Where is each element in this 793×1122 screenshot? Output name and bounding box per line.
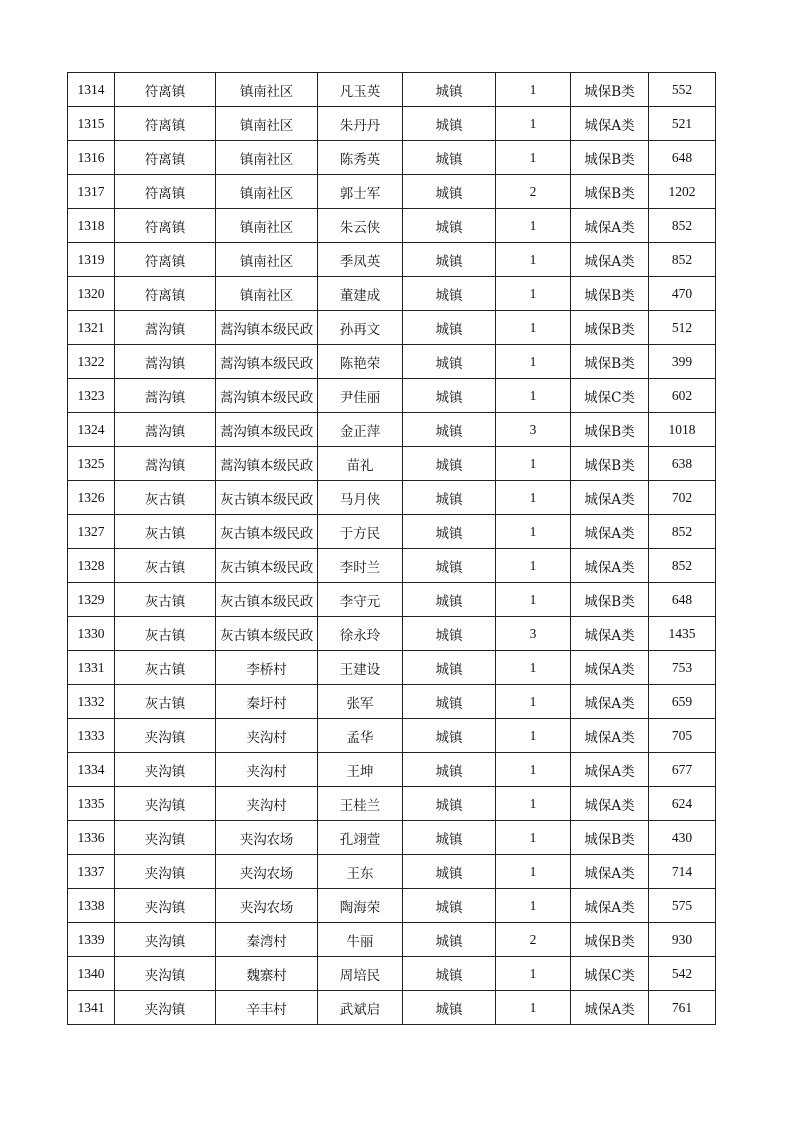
town-cell: 灰古镇	[115, 549, 216, 583]
name-cell: 苗礼	[318, 447, 403, 481]
amount-cell: 624	[649, 787, 716, 821]
unit-cell: 魏寨村	[216, 957, 318, 991]
household-size-cell: 1	[496, 447, 571, 481]
town-cell: 灰古镇	[115, 651, 216, 685]
table-row	[68, 889, 716, 923]
unit-cell: 镇南社区	[216, 73, 318, 107]
unit-cell: 镇南社区	[216, 141, 318, 175]
amount-cell: 677	[649, 753, 716, 787]
category-cell: 城保B类	[571, 821, 649, 855]
area-type-cell: 城镇	[403, 685, 496, 719]
area-type-cell: 城镇	[403, 583, 496, 617]
serial-number-cell: 1330	[68, 617, 115, 651]
household-size-cell: 1	[496, 549, 571, 583]
table-row	[68, 923, 716, 957]
town-cell: 符离镇	[115, 141, 216, 175]
area-type-cell: 城镇	[403, 515, 496, 549]
name-cell: 王坤	[318, 753, 403, 787]
town-cell: 夹沟镇	[115, 923, 216, 957]
area-type-cell: 城镇	[403, 549, 496, 583]
name-cell: 金正萍	[318, 413, 403, 447]
area-type-cell: 城镇	[403, 651, 496, 685]
town-cell: 灰古镇	[115, 685, 216, 719]
serial-number-cell: 1339	[68, 923, 115, 957]
name-cell: 马月侠	[318, 481, 403, 515]
table-row	[68, 685, 716, 719]
amount-cell: 1435	[649, 617, 716, 651]
category-cell: 城保A类	[571, 889, 649, 923]
amount-cell: 648	[649, 583, 716, 617]
serial-number-cell: 1336	[68, 821, 115, 855]
amount-cell: 470	[649, 277, 716, 311]
amount-cell: 542	[649, 957, 716, 991]
name-cell: 董建成	[318, 277, 403, 311]
serial-number-cell: 1338	[68, 889, 115, 923]
category-cell: 城保A类	[571, 107, 649, 141]
serial-number-cell: 1340	[68, 957, 115, 991]
town-cell: 夹沟镇	[115, 991, 216, 1025]
household-size-cell: 1	[496, 379, 571, 413]
unit-cell: 镇南社区	[216, 175, 318, 209]
town-cell: 夹沟镇	[115, 787, 216, 821]
serial-number-cell: 1332	[68, 685, 115, 719]
serial-number-cell: 1318	[68, 209, 115, 243]
household-size-cell: 1	[496, 685, 571, 719]
amount-cell: 512	[649, 311, 716, 345]
amount-cell: 638	[649, 447, 716, 481]
unit-cell: 蒿沟镇本级民政	[216, 447, 318, 481]
town-cell: 符离镇	[115, 73, 216, 107]
unit-cell: 辛丰村	[216, 991, 318, 1025]
area-type-cell: 城镇	[403, 617, 496, 651]
area-type-cell: 城镇	[403, 719, 496, 753]
amount-cell: 714	[649, 855, 716, 889]
serial-number-cell: 1316	[68, 141, 115, 175]
table-row	[68, 651, 716, 685]
area-type-cell: 城镇	[403, 311, 496, 345]
town-cell: 夹沟镇	[115, 753, 216, 787]
name-cell: 王东	[318, 855, 403, 889]
table-row	[68, 719, 716, 753]
town-cell: 夹沟镇	[115, 719, 216, 753]
amount-cell: 575	[649, 889, 716, 923]
table-row	[68, 107, 716, 141]
unit-cell: 蒿沟镇本级民政	[216, 413, 318, 447]
name-cell: 孔翊萱	[318, 821, 403, 855]
roster-table	[67, 72, 716, 1025]
serial-number-cell: 1320	[68, 277, 115, 311]
category-cell: 城保A类	[571, 753, 649, 787]
town-cell: 夹沟镇	[115, 821, 216, 855]
table-row	[68, 175, 716, 209]
table-row	[68, 753, 716, 787]
name-cell: 尹佳丽	[318, 379, 403, 413]
serial-number-cell: 1323	[68, 379, 115, 413]
table-row	[68, 345, 716, 379]
household-size-cell: 1	[496, 957, 571, 991]
household-size-cell: 1	[496, 753, 571, 787]
household-size-cell: 1	[496, 991, 571, 1025]
category-cell: 城保A类	[571, 685, 649, 719]
category-cell: 城保A类	[571, 719, 649, 753]
household-size-cell: 1	[496, 651, 571, 685]
name-cell: 于方民	[318, 515, 403, 549]
town-cell: 蒿沟镇	[115, 447, 216, 481]
table-row	[68, 991, 716, 1025]
unit-cell: 灰古镇本级民政	[216, 481, 318, 515]
table-row	[68, 379, 716, 413]
area-type-cell: 城镇	[403, 481, 496, 515]
area-type-cell: 城镇	[403, 787, 496, 821]
serial-number-cell: 1328	[68, 549, 115, 583]
household-size-cell: 1	[496, 73, 571, 107]
town-cell: 夹沟镇	[115, 889, 216, 923]
household-size-cell: 1	[496, 889, 571, 923]
serial-number-cell: 1319	[68, 243, 115, 277]
unit-cell: 秦湾村	[216, 923, 318, 957]
amount-cell: 930	[649, 923, 716, 957]
category-cell: 城保B类	[571, 311, 649, 345]
unit-cell: 镇南社区	[216, 107, 318, 141]
household-size-cell: 1	[496, 719, 571, 753]
name-cell: 王建设	[318, 651, 403, 685]
category-cell: 城保B类	[571, 923, 649, 957]
category-cell: 城保C类	[571, 379, 649, 413]
town-cell: 符离镇	[115, 277, 216, 311]
town-cell: 符离镇	[115, 243, 216, 277]
area-type-cell: 城镇	[403, 175, 496, 209]
household-size-cell: 1	[496, 311, 571, 345]
category-cell: 城保A类	[571, 651, 649, 685]
name-cell: 张军	[318, 685, 403, 719]
table-row	[68, 447, 716, 481]
household-size-cell: 2	[496, 923, 571, 957]
town-cell: 夹沟镇	[115, 957, 216, 991]
category-cell: 城保A类	[571, 787, 649, 821]
category-cell: 城保A类	[571, 481, 649, 515]
household-size-cell: 1	[496, 855, 571, 889]
unit-cell: 灰古镇本级民政	[216, 617, 318, 651]
household-size-cell: 1	[496, 345, 571, 379]
area-type-cell: 城镇	[403, 73, 496, 107]
amount-cell: 521	[649, 107, 716, 141]
unit-cell: 灰古镇本级民政	[216, 549, 318, 583]
name-cell: 凡玉英	[318, 73, 403, 107]
category-cell: 城保B类	[571, 277, 649, 311]
name-cell: 朱丹丹	[318, 107, 403, 141]
category-cell: 城保A类	[571, 549, 649, 583]
table-row	[68, 549, 716, 583]
unit-cell: 镇南社区	[216, 209, 318, 243]
town-cell: 灰古镇	[115, 515, 216, 549]
town-cell: 夹沟镇	[115, 855, 216, 889]
area-type-cell: 城镇	[403, 957, 496, 991]
table-row	[68, 73, 716, 107]
household-size-cell: 1	[496, 515, 571, 549]
household-size-cell: 1	[496, 821, 571, 855]
table-row	[68, 821, 716, 855]
amount-cell: 430	[649, 821, 716, 855]
area-type-cell: 城镇	[403, 753, 496, 787]
name-cell: 牛丽	[318, 923, 403, 957]
amount-cell: 552	[649, 73, 716, 107]
serial-number-cell: 1315	[68, 107, 115, 141]
household-size-cell: 1	[496, 243, 571, 277]
serial-number-cell: 1326	[68, 481, 115, 515]
table-row	[68, 787, 716, 821]
category-cell: 城保B类	[571, 413, 649, 447]
area-type-cell: 城镇	[403, 889, 496, 923]
roster-body	[68, 73, 716, 1025]
amount-cell: 705	[649, 719, 716, 753]
household-size-cell: 1	[496, 209, 571, 243]
area-type-cell: 城镇	[403, 243, 496, 277]
serial-number-cell: 1327	[68, 515, 115, 549]
unit-cell: 灰古镇本级民政	[216, 515, 318, 549]
area-type-cell: 城镇	[403, 209, 496, 243]
town-cell: 符离镇	[115, 107, 216, 141]
table-row	[68, 243, 716, 277]
serial-number-cell: 1325	[68, 447, 115, 481]
serial-number-cell: 1321	[68, 311, 115, 345]
table-row	[68, 277, 716, 311]
serial-number-cell: 1333	[68, 719, 115, 753]
household-size-cell: 3	[496, 617, 571, 651]
category-cell: 城保B类	[571, 447, 649, 481]
unit-cell: 夹沟农场	[216, 821, 318, 855]
table-row	[68, 209, 716, 243]
category-cell: 城保A类	[571, 617, 649, 651]
area-type-cell: 城镇	[403, 107, 496, 141]
unit-cell: 蒿沟镇本级民政	[216, 311, 318, 345]
area-type-cell: 城镇	[403, 447, 496, 481]
table-row	[68, 583, 716, 617]
unit-cell: 夹沟村	[216, 753, 318, 787]
table-row	[68, 141, 716, 175]
serial-number-cell: 1317	[68, 175, 115, 209]
category-cell: 城保B类	[571, 583, 649, 617]
name-cell: 徐永玲	[318, 617, 403, 651]
unit-cell: 夹沟村	[216, 719, 318, 753]
town-cell: 灰古镇	[115, 583, 216, 617]
category-cell: 城保B类	[571, 141, 649, 175]
household-size-cell: 2	[496, 175, 571, 209]
name-cell: 孙再文	[318, 311, 403, 345]
amount-cell: 648	[649, 141, 716, 175]
name-cell: 孟华	[318, 719, 403, 753]
town-cell: 蒿沟镇	[115, 413, 216, 447]
area-type-cell: 城镇	[403, 821, 496, 855]
name-cell: 周培民	[318, 957, 403, 991]
area-type-cell: 城镇	[403, 277, 496, 311]
town-cell: 符离镇	[115, 209, 216, 243]
household-size-cell: 1	[496, 141, 571, 175]
household-size-cell: 1	[496, 107, 571, 141]
area-type-cell: 城镇	[403, 379, 496, 413]
serial-number-cell: 1324	[68, 413, 115, 447]
name-cell: 朱云侠	[318, 209, 403, 243]
name-cell: 陈秀英	[318, 141, 403, 175]
category-cell: 城保A类	[571, 855, 649, 889]
name-cell: 武斌启	[318, 991, 403, 1025]
unit-cell: 灰古镇本级民政	[216, 583, 318, 617]
town-cell: 符离镇	[115, 175, 216, 209]
table-row	[68, 413, 716, 447]
household-size-cell: 3	[496, 413, 571, 447]
household-size-cell: 1	[496, 787, 571, 821]
category-cell: 城保B类	[571, 73, 649, 107]
name-cell: 李时兰	[318, 549, 403, 583]
town-cell: 灰古镇	[115, 617, 216, 651]
unit-cell: 镇南社区	[216, 243, 318, 277]
area-type-cell: 城镇	[403, 991, 496, 1025]
category-cell: 城保A类	[571, 991, 649, 1025]
area-type-cell: 城镇	[403, 413, 496, 447]
town-cell: 蒿沟镇	[115, 311, 216, 345]
unit-cell: 夹沟农场	[216, 889, 318, 923]
serial-number-cell: 1335	[68, 787, 115, 821]
name-cell: 王桂兰	[318, 787, 403, 821]
amount-cell: 659	[649, 685, 716, 719]
household-size-cell: 1	[496, 277, 571, 311]
name-cell: 郭士军	[318, 175, 403, 209]
amount-cell: 1018	[649, 413, 716, 447]
amount-cell: 602	[649, 379, 716, 413]
area-type-cell: 城镇	[403, 141, 496, 175]
table-row	[68, 855, 716, 889]
amount-cell: 1202	[649, 175, 716, 209]
table-row	[68, 515, 716, 549]
category-cell: 城保A类	[571, 209, 649, 243]
amount-cell: 852	[649, 243, 716, 277]
serial-number-cell: 1334	[68, 753, 115, 787]
name-cell: 李守元	[318, 583, 403, 617]
town-cell: 蒿沟镇	[115, 345, 216, 379]
unit-cell: 夹沟农场	[216, 855, 318, 889]
table-row	[68, 617, 716, 651]
unit-cell: 李桥村	[216, 651, 318, 685]
name-cell: 季凤英	[318, 243, 403, 277]
serial-number-cell: 1337	[68, 855, 115, 889]
name-cell: 陈艳荣	[318, 345, 403, 379]
serial-number-cell: 1329	[68, 583, 115, 617]
category-cell: 城保B类	[571, 345, 649, 379]
serial-number-cell: 1314	[68, 73, 115, 107]
serial-number-cell: 1322	[68, 345, 115, 379]
name-cell: 陶海荣	[318, 889, 403, 923]
amount-cell: 852	[649, 549, 716, 583]
unit-cell: 镇南社区	[216, 277, 318, 311]
amount-cell: 852	[649, 209, 716, 243]
table-row	[68, 311, 716, 345]
household-size-cell: 1	[496, 583, 571, 617]
town-cell: 蒿沟镇	[115, 379, 216, 413]
unit-cell: 夹沟村	[216, 787, 318, 821]
serial-number-cell: 1331	[68, 651, 115, 685]
town-cell: 灰古镇	[115, 481, 216, 515]
category-cell: 城保A类	[571, 515, 649, 549]
unit-cell: 蒿沟镇本级民政	[216, 379, 318, 413]
serial-number-cell: 1341	[68, 991, 115, 1025]
table-row	[68, 481, 716, 515]
unit-cell: 秦圩村	[216, 685, 318, 719]
area-type-cell: 城镇	[403, 855, 496, 889]
household-size-cell: 1	[496, 481, 571, 515]
category-cell: 城保C类	[571, 957, 649, 991]
unit-cell: 蒿沟镇本级民政	[216, 345, 318, 379]
amount-cell: 399	[649, 345, 716, 379]
area-type-cell: 城镇	[403, 923, 496, 957]
amount-cell: 702	[649, 481, 716, 515]
amount-cell: 761	[649, 991, 716, 1025]
amount-cell: 852	[649, 515, 716, 549]
category-cell: 城保B类	[571, 175, 649, 209]
category-cell: 城保A类	[571, 243, 649, 277]
table-row	[68, 957, 716, 991]
area-type-cell: 城镇	[403, 345, 496, 379]
amount-cell: 753	[649, 651, 716, 685]
